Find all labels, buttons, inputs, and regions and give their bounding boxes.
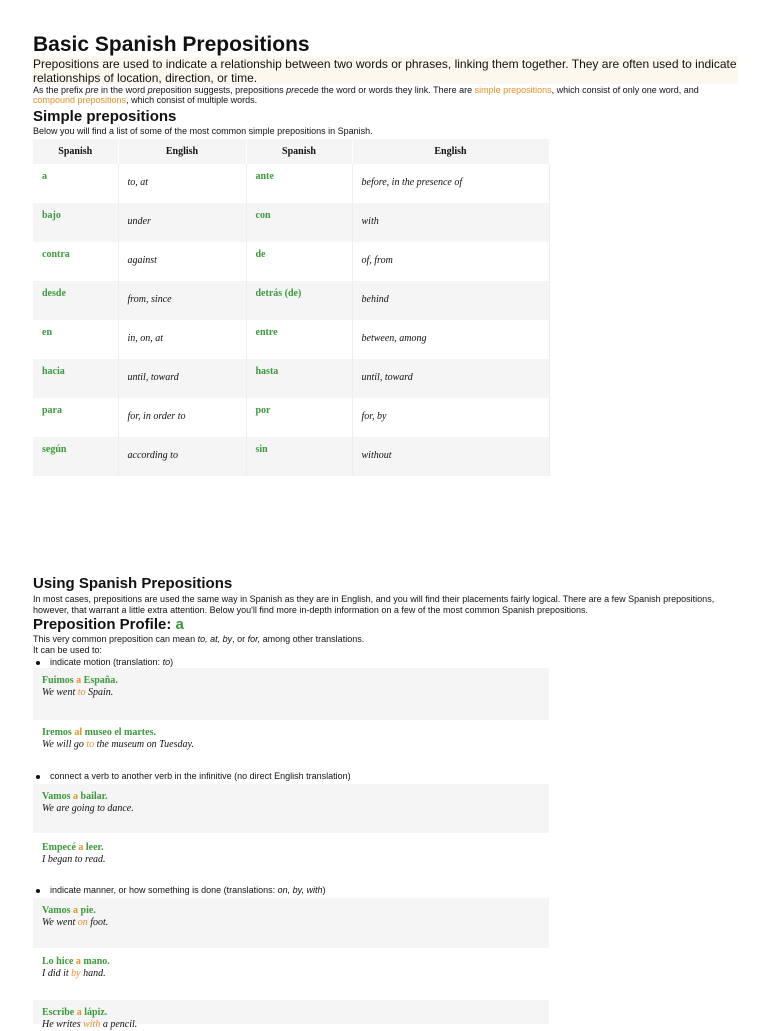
example-spanish xyxy=(33,949,549,968)
column-header-english: English xyxy=(118,139,246,164)
note-text: in the word xyxy=(98,85,148,95)
spanish-word: hacia xyxy=(33,359,118,398)
profile-heading-word: a xyxy=(175,616,184,633)
spanish-word: por xyxy=(246,398,352,437)
example-highlight: a xyxy=(73,905,79,916)
profile-text: among other translations. xyxy=(260,634,365,644)
example-text: a pencil. xyxy=(100,1019,138,1030)
english-translation: before, in the presence of xyxy=(352,164,549,203)
simple-prepositions-link[interactable]: simple prepositions xyxy=(474,85,552,95)
example-text: Iremos xyxy=(42,727,75,738)
english-translation: without xyxy=(352,437,549,476)
example-text: I began to read. xyxy=(42,854,106,865)
note-text: cede the word or words they link. There are xyxy=(299,85,475,95)
column-header-spanish: Spanish xyxy=(33,139,118,164)
example-block xyxy=(33,1000,549,1030)
example-block xyxy=(33,668,549,720)
example-text: museo el martes. xyxy=(82,727,156,738)
example-english xyxy=(33,803,549,815)
spanish-word: contra xyxy=(33,242,118,281)
example-english xyxy=(33,917,549,929)
using-prepositions-heading: Using Spanish Prepositions xyxy=(33,575,233,592)
example-text: Escribe xyxy=(42,1007,77,1018)
table-row xyxy=(33,242,549,281)
table-row xyxy=(33,398,549,437)
example-text: He writes xyxy=(42,1019,84,1030)
example-text: pie. xyxy=(78,905,96,916)
example-highlight: a xyxy=(76,1007,82,1018)
example-block xyxy=(33,720,549,766)
example-highlight: a xyxy=(78,842,84,853)
english-translation: behind xyxy=(352,281,549,320)
example-spanish xyxy=(33,898,549,917)
profile-text: , or xyxy=(232,634,248,644)
preposition-profile-heading xyxy=(33,616,184,634)
prepositions-table xyxy=(33,139,550,476)
example-highlight: to xyxy=(86,739,95,750)
example-text: mano. xyxy=(80,956,110,967)
example-text: lápiz. xyxy=(81,1007,108,1018)
example-spanish xyxy=(33,835,549,854)
spanish-word: detrás (de) xyxy=(246,281,352,320)
example-english xyxy=(33,739,549,751)
english-translation: until, toward xyxy=(118,359,246,398)
bullet-text: indicate motion (translation: xyxy=(50,657,163,667)
example-text: España. xyxy=(81,675,118,686)
example-block xyxy=(33,784,549,833)
profile-text: This very common preposition can mean xyxy=(33,634,198,644)
english-translation: to, at xyxy=(118,164,246,203)
example-spanish xyxy=(33,668,549,687)
spanish-word: ante xyxy=(246,164,352,203)
table-row xyxy=(33,320,549,359)
example-text: We will go xyxy=(42,739,87,750)
example-highlight: on xyxy=(77,917,88,928)
page-title: Basic Spanish Prepositions xyxy=(33,33,310,56)
example-text: We are going to dance. xyxy=(42,803,134,814)
example-highlight: a xyxy=(73,791,79,802)
spanish-word: con xyxy=(246,203,352,242)
english-translation: in, on, at xyxy=(118,320,246,359)
english-translation: according to xyxy=(118,437,246,476)
usage-bullet-manner xyxy=(50,885,325,896)
english-translation: between, among xyxy=(352,320,549,359)
example-text: Fuimos xyxy=(42,675,77,686)
table-row xyxy=(33,359,549,398)
simple-prepositions-intro: Below you will find a list of some of the most common simple prepositions in Spanish. xyxy=(33,126,373,136)
spanish-word: de xyxy=(246,242,352,281)
spanish-word: según xyxy=(33,437,118,476)
example-english xyxy=(33,854,549,866)
example-highlight: to xyxy=(77,687,86,698)
spanish-word: bajo xyxy=(33,203,118,242)
example-text: Empecé xyxy=(42,842,79,853)
example-text: Spain. xyxy=(85,687,114,698)
bullet-translation: on, by, with xyxy=(277,885,323,895)
note-pre: pre xyxy=(147,85,161,95)
using-prepositions-intro: In most cases, prepositions are used the same way in Spanish as they are in English, and you will find their placements fairly logical. There are a few Spanish prepositions, however, that warrant a little extra attention. Below you'll find more in-depth information on a few of the most common Spanish prepositions. xyxy=(33,594,715,615)
spanish-word: sin xyxy=(246,437,352,476)
english-translation: for, in order to xyxy=(118,398,246,437)
example-text: the museum on Tuesday. xyxy=(94,739,194,750)
example-text: We went xyxy=(42,917,78,928)
spanish-word: en xyxy=(33,320,118,359)
usage-bullet-infinitive: connect a verb to another verb in the infinitive (no direct English translation) xyxy=(50,771,351,781)
example-spanish xyxy=(33,1000,549,1019)
spanish-word: desde xyxy=(33,281,118,320)
example-english xyxy=(33,968,549,980)
example-text: Vamos xyxy=(42,905,74,916)
example-highlight: by xyxy=(71,968,81,979)
example-text: We went xyxy=(42,687,78,698)
example-text: Lo hice xyxy=(42,956,76,967)
example-english xyxy=(33,1019,549,1031)
table-row xyxy=(33,281,549,320)
note-text: , which consist of multiple words. xyxy=(126,95,258,105)
simple-prepositions-heading: Simple prepositions xyxy=(33,108,177,125)
note-text: position suggests, prepositions xyxy=(160,85,287,95)
profile-translations: to, at, by xyxy=(197,634,233,644)
example-block xyxy=(33,898,549,948)
example-highlight: a xyxy=(75,956,81,967)
example-text: foot. xyxy=(87,917,109,928)
spanish-word: para xyxy=(33,398,118,437)
example-text: Vamos xyxy=(42,791,74,802)
example-highlight: al xyxy=(74,727,83,738)
note-text: , which consist of only one word, and xyxy=(551,85,699,95)
spanish-word: hasta xyxy=(246,359,352,398)
example-highlight: with xyxy=(83,1019,101,1030)
example-block xyxy=(33,949,549,999)
bullet-text: ) xyxy=(322,885,326,895)
table-row xyxy=(33,164,549,203)
profile-translations: for, xyxy=(247,634,261,644)
example-english xyxy=(33,687,549,699)
bullet-translation: to xyxy=(162,657,171,667)
note-pre: pre xyxy=(286,85,300,95)
english-translation: under xyxy=(118,203,246,242)
english-translation: for, by xyxy=(352,398,549,437)
bullet-text: indicate manner, or how something is done (translations: xyxy=(50,885,278,895)
english-translation: against xyxy=(118,242,246,281)
table-row xyxy=(33,203,549,242)
note-pre: pre xyxy=(85,85,99,95)
note-text: As the prefix xyxy=(33,85,86,95)
bullet-text: ) xyxy=(170,657,174,667)
english-translation: until, toward xyxy=(352,359,549,398)
profile-heading-text: Preposition Profile: xyxy=(33,616,176,633)
english-translation: from, since xyxy=(118,281,246,320)
spanish-word: a xyxy=(33,164,118,203)
example-text: bailar. xyxy=(78,791,108,802)
profile-usage-intro: It can be used to: xyxy=(33,645,103,655)
table-row xyxy=(33,437,549,476)
lead-paragraph: Prepositions are used to indicate a relationship between two words or phrases, linking them together. They are often used to indicate relationships of location, direction, or time. xyxy=(33,57,737,85)
column-header-spanish: Spanish xyxy=(246,139,352,164)
example-text: I did it xyxy=(42,968,72,979)
example-block xyxy=(33,835,549,881)
spanish-word: entre xyxy=(246,320,352,359)
example-text: hand. xyxy=(80,968,106,979)
profile-meaning xyxy=(33,634,364,645)
english-translation: with xyxy=(352,203,549,242)
example-spanish xyxy=(33,784,549,803)
compound-prepositions-link[interactable]: compound prepositions xyxy=(33,95,127,105)
usage-bullet-motion xyxy=(50,657,173,668)
english-translation: of, from xyxy=(352,242,549,281)
example-text: leer. xyxy=(83,842,104,853)
column-header-english: English xyxy=(352,139,549,164)
prefix-note xyxy=(33,85,738,105)
example-spanish xyxy=(33,720,549,739)
table-header-row xyxy=(33,139,549,164)
example-highlight: a xyxy=(76,675,82,686)
